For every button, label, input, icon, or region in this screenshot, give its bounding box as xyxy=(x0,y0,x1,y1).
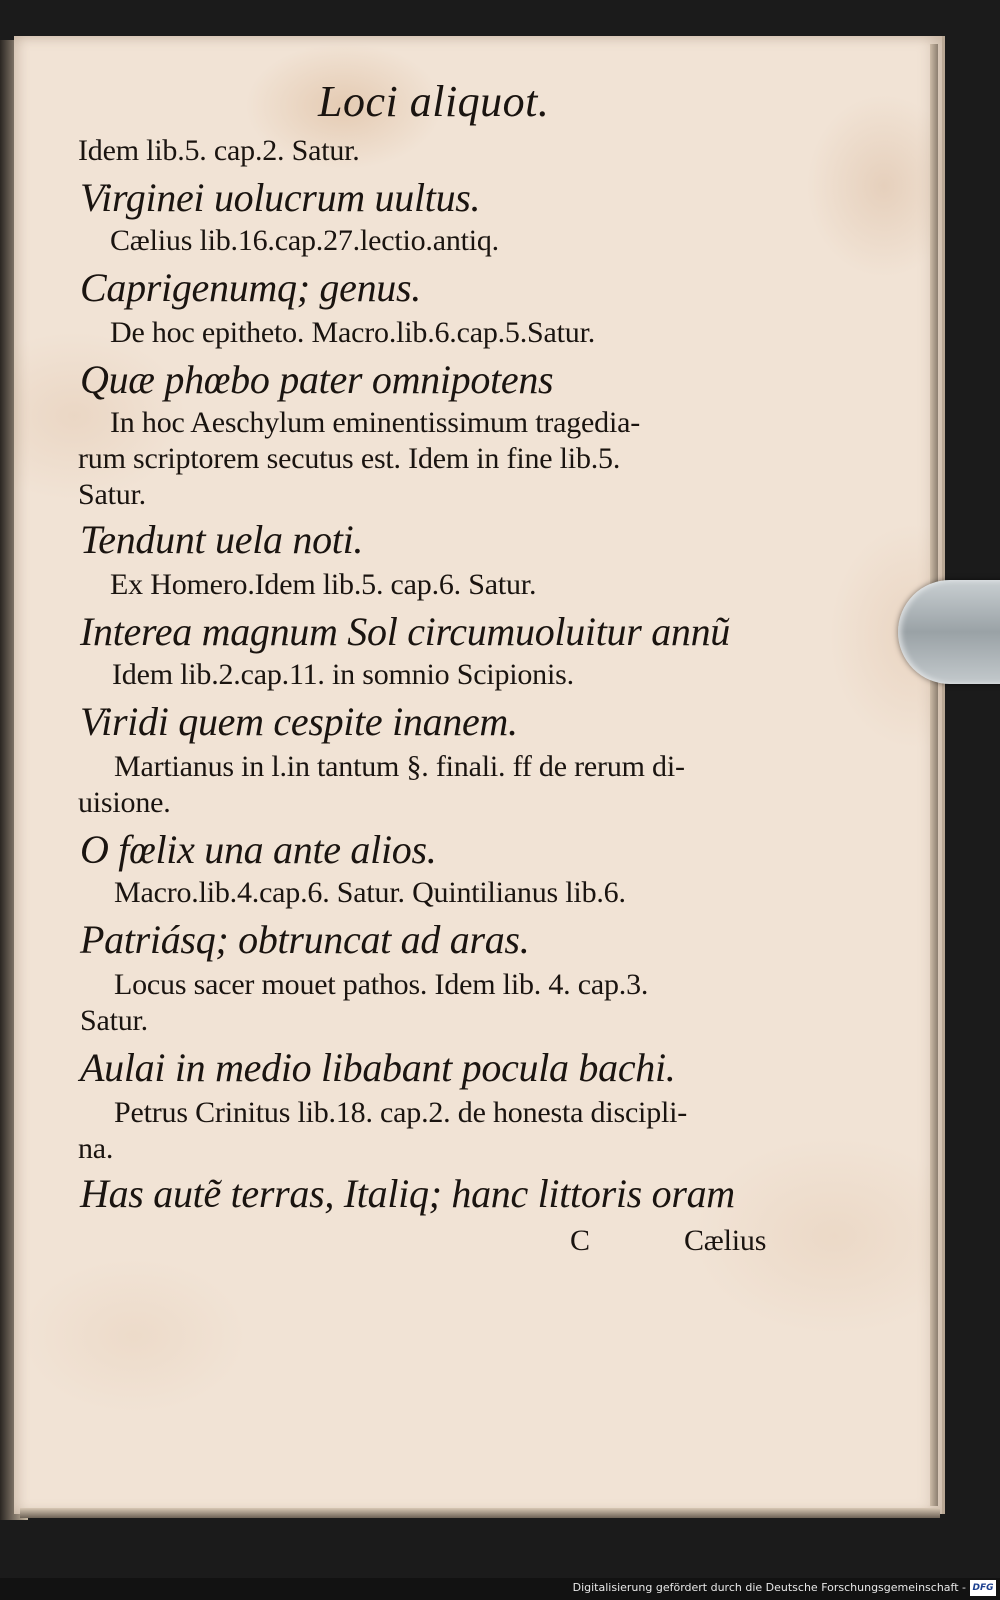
text-line: Idem lib.2.cap.11. in somnio Scipionis. xyxy=(112,658,574,691)
text-line: Quæ phœbo pater omnipotens xyxy=(80,357,554,402)
page-edge xyxy=(930,44,938,1506)
page-clip xyxy=(898,580,1000,684)
book-page xyxy=(14,36,945,1514)
text-line: De hoc epitheto. Macro.lib.6.cap.5.Satur. xyxy=(110,316,595,349)
text-line: Cælius lib.16.cap.27.lectio.antiq. xyxy=(110,224,499,257)
text-line: Ex Homero.Idem lib.5. cap.6. Satur. xyxy=(110,568,537,601)
text-line: Idem lib.5. cap.2. Satur. xyxy=(78,134,360,167)
text-line: Macro.lib.4.cap.6. Satur. Quintilianus lib.6. xyxy=(114,876,626,909)
text-line: rum scriptorem secutus est. Idem in fine lib.5. xyxy=(78,442,621,475)
text-line: In hoc Aeschylum eminentissimum tragedia- xyxy=(110,406,641,439)
text-line: Virginei uolucrum uultus. xyxy=(80,175,481,220)
text-line: uisione. xyxy=(78,786,171,819)
funding-notice: Digitalisierung gefördert durch die Deutsche Forschungsgemeinschaft - xyxy=(572,1581,966,1594)
text-line: Satur. xyxy=(80,1004,148,1037)
text-line: Caprigenumq; genus. xyxy=(80,265,421,310)
text-line: O fœlix una ante alios. xyxy=(80,827,437,872)
signature-mark: C xyxy=(570,1224,590,1257)
text-line: Tendunt uela noti. xyxy=(80,517,364,562)
text-line: Martianus in l.in tantum §. finali. ff de rerum di- xyxy=(114,750,685,783)
text-line: Locus sacer mouet pathos. Idem lib. 4. cap.3. xyxy=(114,968,649,1001)
footer-bar xyxy=(0,1578,1000,1600)
text-line: Interea magnum Sol circumuoluitur annũ xyxy=(80,609,731,654)
text-line: Satur. xyxy=(78,478,146,511)
text-line: Viridi quem cespite inanem. xyxy=(80,699,518,744)
text-line: Petrus Crinitus lib.18. cap.2. de honesta discipli- xyxy=(114,1096,688,1129)
text-line: Patriásq; obtruncat ad aras. xyxy=(80,917,530,962)
catchword: Cælius xyxy=(684,1224,767,1257)
dfg-logo-icon: DFG xyxy=(970,1580,996,1596)
page-bottom-edge xyxy=(20,1508,940,1518)
text-line: na. xyxy=(78,1132,114,1165)
running-head: Loci aliquot. xyxy=(318,77,550,126)
page-text xyxy=(14,36,942,1514)
text-line: Aulai in medio libabant pocula bachi. xyxy=(80,1045,676,1090)
text-line: Has autẽ terras, Italiq; hanc littoris oram xyxy=(80,1171,735,1216)
